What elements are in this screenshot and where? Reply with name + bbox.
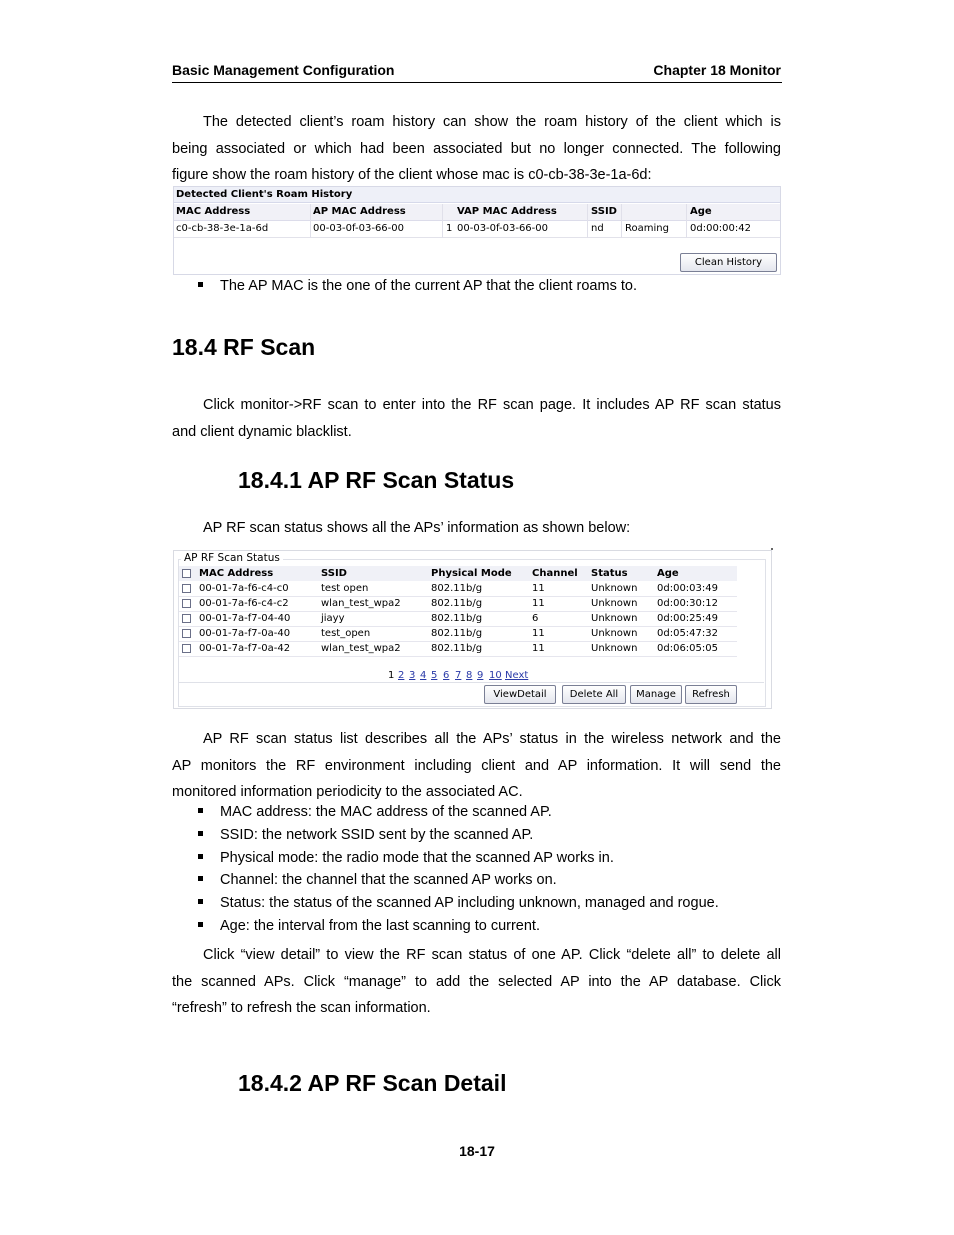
- col-ap-mac-address: AP MAC Address: [313, 206, 406, 217]
- page-link[interactable]: 9: [477, 670, 484, 681]
- header-left: Basic Management Configuration: [172, 62, 395, 78]
- intro-line-1: The detected client’s roam history can show the roam history of the client which is: [203, 114, 781, 130]
- col-divider: [621, 204, 622, 238]
- bullet-square-icon: [198, 808, 203, 813]
- bullet-ssid: [198, 825, 533, 845]
- bullet-square-icon: [198, 899, 203, 904]
- select-all-checkbox[interactable]: [182, 569, 191, 578]
- page-link[interactable]: 5: [431, 670, 438, 681]
- page-link[interactable]: 4: [420, 670, 427, 681]
- row-age: 0d:00:30:12: [657, 598, 718, 609]
- row-ssid: wlan_test_wpa2: [321, 598, 401, 609]
- bullet-square-icon: [198, 854, 203, 859]
- bullet-status: [198, 893, 719, 913]
- section-title-ap-rf-scan-detail: 18.4.2 AP RF Scan Detail: [238, 1070, 507, 1096]
- row-checkbox[interactable]: [182, 614, 191, 623]
- intro-paragraph: [172, 109, 781, 189]
- page-link[interactable]: 10: [489, 670, 502, 681]
- bullet-text: Channel: the channel that the scanned AP works on.: [220, 872, 557, 888]
- bullet-text: Age: the interval from the last scanning to current.: [220, 918, 540, 934]
- rf-scan-paragraph: [172, 392, 781, 445]
- actions-desc-line-3: “refresh” to refresh the scan information.: [172, 1000, 431, 1016]
- col-age: Age: [690, 206, 712, 217]
- row-vap-mac: 00-03-0f-03-66-00: [457, 223, 549, 234]
- row-ssid: test open: [321, 583, 369, 594]
- row-age: 0d:05:47:32: [657, 628, 718, 639]
- header-right: Chapter 18 Monitor: [653, 62, 781, 78]
- row-channel: 11: [532, 583, 545, 594]
- row-mac: 00-01-7a-f7-0a-40: [199, 628, 291, 639]
- roam-panel-title: Detected Client's Roam History: [174, 187, 780, 203]
- next-page-link[interactable]: Next: [505, 670, 529, 681]
- page-current: 1: [388, 670, 395, 681]
- bullet-ap-mac: [198, 276, 637, 296]
- table-row: [179, 581, 737, 597]
- row-mac: 00-01-7a-f6-c4-c2: [199, 598, 289, 609]
- col-vap-mac-address: VAP MAC Address: [457, 206, 557, 217]
- row-mode: 802.11b/g: [431, 583, 483, 594]
- table-row: [179, 641, 737, 657]
- ap-rf-scan-status-panel: [173, 550, 772, 709]
- scan-panel-legend: AP RF Scan Status: [181, 552, 283, 564]
- row-status: Unknown: [591, 598, 638, 609]
- page-link[interactable]: 3: [409, 670, 416, 681]
- clean-history-button[interactable]: Clean History: [680, 253, 777, 272]
- manage-button[interactable]: Manage: [630, 685, 682, 704]
- scan-table-header: [179, 566, 737, 581]
- page-link[interactable]: 7: [455, 670, 462, 681]
- status-desc-line-3: monitored information periodicity to the associated AC.: [172, 784, 523, 800]
- row-checkbox[interactable]: [182, 644, 191, 653]
- row-mode: 802.11b/g: [431, 628, 483, 639]
- col-divider: [686, 204, 687, 238]
- status-description: [172, 726, 781, 806]
- bullet-text: The AP MAC is the one of the current AP that the client roams to.: [220, 278, 637, 294]
- col-divider: [587, 204, 588, 238]
- page-link[interactable]: 8: [466, 670, 473, 681]
- row-state: Roaming: [625, 223, 669, 234]
- col-divider: [310, 204, 311, 238]
- row-ap-mac: 00-03-0f-03-66-00: [313, 223, 405, 234]
- table-row: [174, 221, 780, 238]
- row-channel: 11: [532, 628, 545, 639]
- row-ssid: nd: [591, 223, 604, 234]
- actions-desc-line-2: the scanned APs. Click “manage” to add the selected AP into the AP database. Click: [172, 973, 781, 990]
- row-checkbox[interactable]: [182, 584, 191, 593]
- intro-line-2: being associated or which had been associated but no longer connected. The following: [172, 140, 781, 157]
- status-desc-line-1: AP RF scan status list describes all the APs’ status in the wireless network and the: [203, 731, 781, 747]
- row-age: 0d:00:25:49: [657, 613, 718, 624]
- status-intro: [172, 515, 781, 542]
- row-mac: 00-01-7a-f6-c4-c0: [199, 583, 289, 594]
- row-age: 0d:00:03:49: [657, 583, 718, 594]
- table-row: [179, 596, 737, 612]
- actions-description: [172, 942, 781, 1022]
- col-age: Age: [657, 568, 679, 579]
- col-divider: [442, 204, 443, 238]
- bullet-square-icon: [198, 831, 203, 836]
- page-link[interactable]: 2: [398, 670, 405, 681]
- table-row: [179, 611, 737, 627]
- row-status: Unknown: [591, 628, 638, 639]
- row-ssid: test_open: [321, 628, 371, 639]
- bullet-age: [198, 916, 540, 936]
- bullet-text: Status: the status of the scanned AP including unknown, managed and rogue.: [220, 895, 719, 911]
- status-intro-text: AP RF scan status shows all the APs’ information as shown below:: [203, 520, 631, 536]
- header-divider: [172, 82, 782, 83]
- row-index: 1: [446, 223, 453, 234]
- row-status: Unknown: [591, 643, 638, 654]
- bullet-mac-address: [198, 802, 552, 822]
- row-mode: 802.11b/g: [431, 613, 483, 624]
- page-number: 18-17: [459, 1143, 495, 1159]
- row-mac: 00-01-7a-f7-04-40: [199, 613, 291, 624]
- page-link[interactable]: 6: [443, 670, 450, 681]
- actions-desc-line-1: Click “view detail” to view the RF scan status of one AP. Click “delete all” to delete all: [203, 947, 781, 963]
- row-channel: 11: [532, 598, 545, 609]
- scan-divider: [178, 682, 764, 683]
- row-ssid: jiayy: [321, 613, 345, 624]
- col-status: Status: [591, 568, 628, 579]
- col-ssid: SSID: [321, 568, 347, 579]
- view-detail-button[interactable]: ViewDetail: [484, 685, 556, 704]
- row-mac: c0-cb-38-3e-1a-6d: [176, 223, 269, 234]
- section-title-rf-scan: 18.4 RF Scan: [172, 334, 316, 360]
- table-row: [179, 626, 737, 642]
- bullet-physical-mode: [198, 848, 614, 868]
- col-channel: Channel: [532, 568, 578, 579]
- intro-line-3: figure show the roam history of the client whose mac is c0-cb-38-3e-1a-6d:: [172, 167, 652, 183]
- delete-all-button[interactable]: Delete All: [562, 685, 626, 704]
- row-checkbox[interactable]: [182, 629, 191, 638]
- row-ssid: wlan_test_wpa2: [321, 643, 401, 654]
- row-status: Unknown: [591, 583, 638, 594]
- roam-history-panel: [173, 186, 781, 275]
- col-mac-address: MAC Address: [176, 206, 251, 217]
- bullet-text: MAC address: the MAC address of the scanned AP.: [220, 804, 552, 820]
- row-mac: 00-01-7a-f7-0a-42: [199, 643, 291, 654]
- rf-scan-line-1: Click monitor->RF scan to enter into the RF scan page. It includes AP RF scan status: [203, 397, 781, 413]
- col-ssid: SSID: [591, 206, 617, 217]
- bullet-square-icon: [198, 922, 203, 927]
- status-desc-line-2: AP monitors the RF environment including client and AP information. It will send the: [172, 757, 781, 774]
- row-mode: 802.11b/g: [431, 598, 483, 609]
- section-title-ap-rf-scan-status: 18.4.1 AP RF Scan Status: [238, 467, 515, 493]
- pagination: [174, 669, 771, 683]
- bullet-square-icon: [198, 876, 203, 881]
- bullet-text: SSID: the network SSID sent by the scanned AP.: [220, 827, 534, 843]
- row-checkbox[interactable]: [182, 599, 191, 608]
- bullet-text: Physical mode: the radio mode that the scanned AP works in.: [220, 850, 614, 866]
- col-mac-address: MAC Address: [199, 568, 274, 579]
- col-physical-mode: Physical Mode: [431, 568, 512, 579]
- rf-scan-line-2: and client dynamic blacklist.: [172, 423, 352, 440]
- refresh-button[interactable]: Refresh: [685, 685, 737, 704]
- roam-table-header: [174, 204, 780, 221]
- bullet-channel: [198, 870, 557, 890]
- row-age: 0d:00:00:42: [690, 223, 751, 234]
- bullet-square-icon: [198, 282, 203, 287]
- row-channel: 11: [532, 643, 545, 654]
- row-channel: 6: [532, 613, 539, 624]
- row-status: Unknown: [591, 613, 638, 624]
- row-mode: 802.11b/g: [431, 643, 483, 654]
- row-age: 0d:06:05:05: [657, 643, 718, 654]
